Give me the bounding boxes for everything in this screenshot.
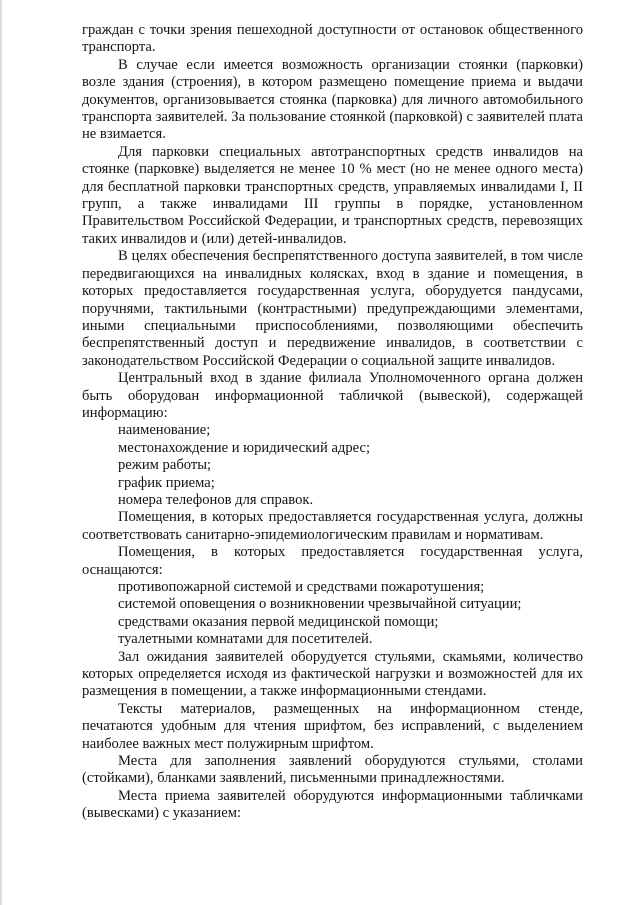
paragraph: граждан с точки зрения пешеходной доступности от остановок общественного транспорта. [82,22,583,56]
paragraph: Помещения, в которых предоставляется государственная услуга, должны соответствовать санитарно-эпидемиологическим правилам и нормативам. [82,509,583,543]
list-item: номера телефонов для справок. [118,491,314,508]
list-item: местонахождение и юридический адрес; [118,439,371,456]
paragraph: В случае если имеется возможность организации стоянки (парковки) возле здания (строения), в котором размещено помещение приема и выдачи документов, организовывается стоянка (парковка) для личного автомобильного транспорта заявителей. За пользование стоянкой (парковкой) с заявителей плата не взимается. [82,56,583,143]
list-item: средствами оказания первой медицинской помощи; [118,613,439,630]
list-item: наименование; [118,422,211,439]
paragraph: Тексты материалов, размещенных на информационном стенде, печатаются удобным для чтения шрифтом, без исправлений, с выделением наиболее важных мест полужирным шрифтом. [82,700,583,752]
paragraph: Для парковки специальных автотранспортных средств инвалидов на стоянке (парковке) выделяется не менее 10 % мест (но не менее одного места) для бесплатной парковки транспортных средств, управляемых инвалидами I, II групп, а также инвалидами III группы в порядке, установленном Правительством Российской Федерации, и транспортных средств, перевозящих таких инвалидов и (или) детей-инвалидов. [82,143,583,247]
list-item: режим работы; [118,457,212,474]
paragraph: Зал ожидания заявителей оборудуется стульями, скамьями, количество которых определяется исходя из фактической нагрузки и возможностей для их размещения в помещении, а также информационными стендами. [82,648,583,700]
list-item: системой оповещения о возникновении чрезвычайной ситуации; [118,596,522,613]
paragraph: Места для заполнения заявлений оборудуются стульями, столами (стойками), бланками заявлений, письменными принадлежностями. [82,753,583,787]
scan-edge [0,0,2,905]
list-item: график приема; [118,474,215,491]
paragraph: Помещения, в которых предоставляется государственная услуга, оснащаются: [82,544,583,578]
document-page [82,22,583,823]
list-item: туалетными комнатами для посетителей. [118,631,373,648]
paragraph: В целях обеспечения беспрепятственного доступа заявителей, в том числе передвигающихся на инвалидных колясках, вход в здание и помещения, в которых предоставляется государственная услуга, оборудуется пандусами, поручнями, тактильными (контрастными) предупреждающими элементами, иными специальными приспособлениями, позволяющими обеспечить беспрепятственный доступ и передвижение инвалидов, в соответствии с законодательством Российской Федерации о социальной защите инвалидов. [82,248,583,369]
paragraph: Места приема заявителей оборудуются информационными табличками (вывесками) с указанием: [82,787,583,822]
paragraph: Центральный вход в здание филиала Уполномоченного органа должен быть оборудован информационной табличкой (вывеской), содержащей информацию: [82,370,583,421]
list-item: противопожарной системой и средствами пожаротушения; [118,579,485,595]
